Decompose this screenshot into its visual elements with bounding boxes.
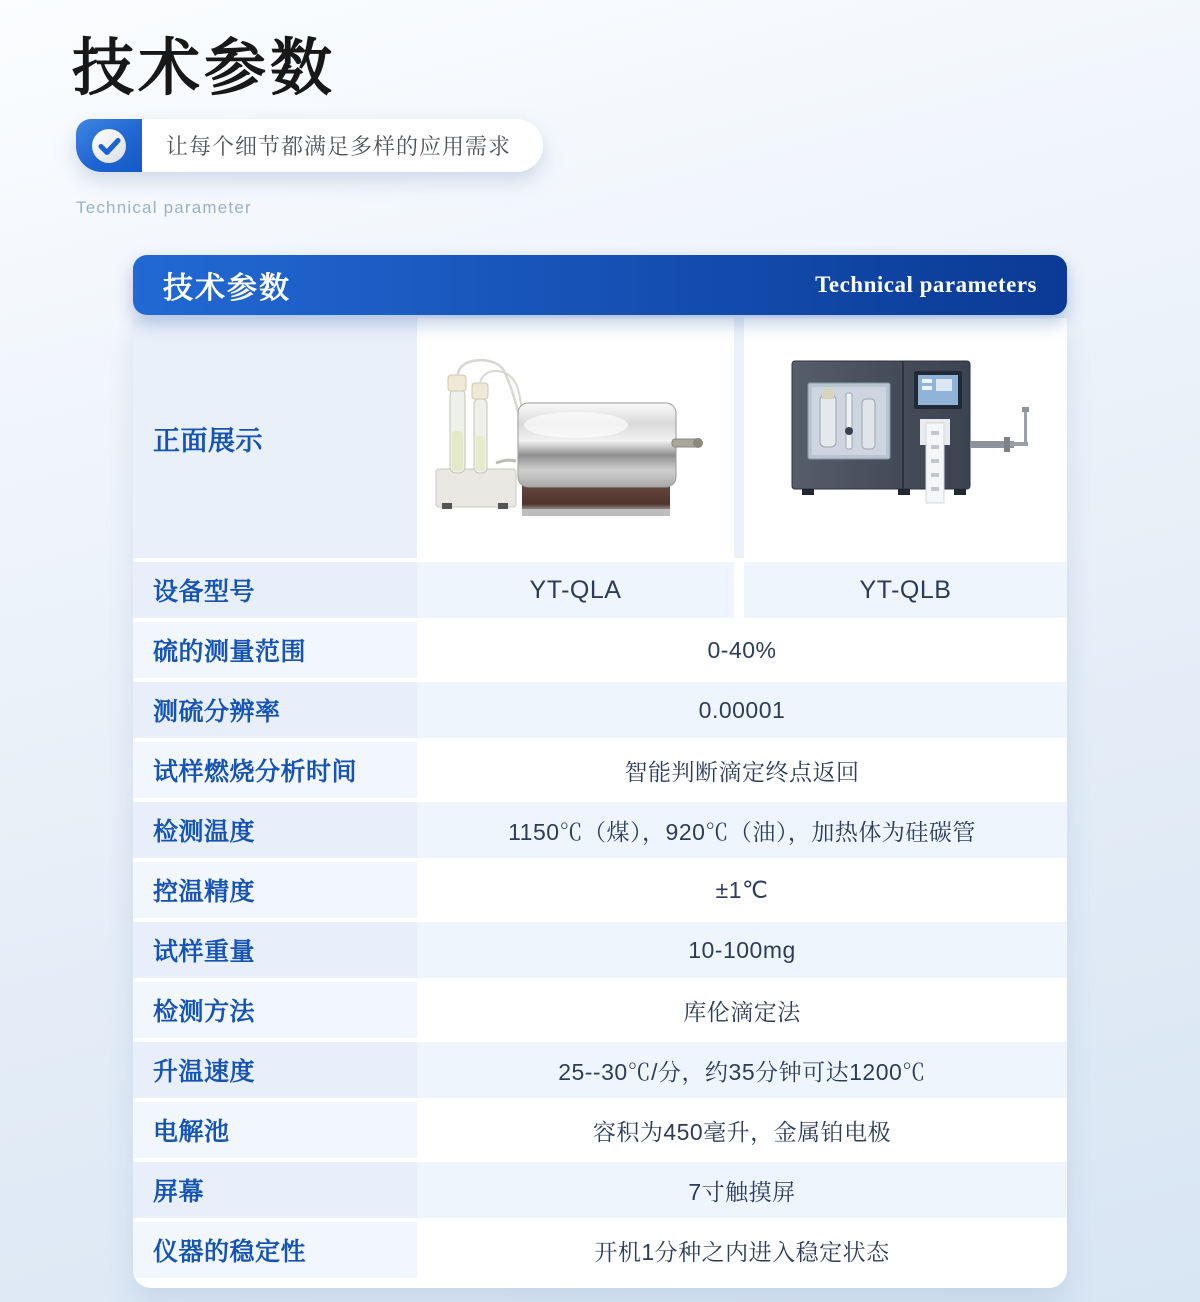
row-label: 试样重量: [133, 922, 417, 978]
spec-table: [133, 255, 1067, 1288]
table-row: [133, 1102, 1067, 1158]
badge-caption: 让每个细节都满足多样的应用需求: [142, 119, 543, 172]
row-label: 检测温度: [133, 802, 417, 858]
product-image-qla: [417, 318, 734, 558]
row-value: 开机1分种之内进入稳定状态: [417, 1222, 1067, 1278]
row-label: 检测方法: [133, 982, 417, 1038]
row-value: 0-40%: [417, 622, 1067, 678]
row-value: 容积为450毫升，金属铂电极: [417, 1102, 1067, 1158]
table-row: [133, 1222, 1067, 1278]
front-view-row: [133, 318, 1067, 558]
table-body: [133, 318, 1067, 1288]
row-value: 库伦滴定法: [417, 982, 1067, 1038]
row-value: 1150℃（煤），920℃（油），加热体为硅碳管: [417, 802, 1067, 858]
row-label: 仪器的稳定性: [133, 1222, 417, 1278]
row-label: 正面展示: [133, 318, 417, 558]
table-row: [133, 802, 1067, 858]
row-label: 硫的测量范围: [133, 622, 417, 678]
row-label: 控温精度: [133, 862, 417, 918]
table-row: [133, 922, 1067, 978]
row-label: 设备型号: [133, 562, 417, 618]
table-row: [133, 1042, 1067, 1098]
table-row: [133, 742, 1067, 798]
row-value: 智能判断滴定终点返回: [417, 742, 1067, 798]
row-label: 升温速度: [133, 1042, 417, 1098]
table-header: [133, 255, 1067, 315]
table-row: [133, 1162, 1067, 1218]
page-title: 技术参数: [72, 35, 337, 103]
model-cell-gap: [734, 562, 744, 618]
model-b-value: YT-QLB: [744, 562, 1067, 618]
check-badge: [76, 119, 543, 172]
table-header-title-cn: 技术参数: [163, 272, 291, 305]
row-value: 25--30℃/分，约35分钟可达1200℃: [417, 1042, 1067, 1098]
row-value: ±1℃: [417, 862, 1067, 918]
table-row: [133, 682, 1067, 738]
model-row: [133, 562, 1067, 618]
product-image-qlb: [744, 318, 1067, 558]
page-subtitle: Technical parameter: [76, 198, 252, 218]
row-value: 7寸触摸屏: [417, 1162, 1067, 1218]
table-row: [133, 862, 1067, 918]
table-row: [133, 982, 1067, 1038]
table-header-title-en: Technical parameters: [815, 272, 1037, 297]
row-value: 10-100mg: [417, 922, 1067, 978]
row-label: 测硫分辨率: [133, 682, 417, 738]
table-row: [133, 622, 1067, 678]
row-label: 屏幕: [133, 1162, 417, 1218]
check-icon-box: [76, 119, 142, 172]
spec-rows: [133, 622, 1067, 1278]
row-label: 试样燃烧分析时间: [133, 742, 417, 798]
check-icon: [90, 127, 128, 165]
analyzer-qlb-illustration: [778, 353, 1034, 523]
row-value: 0.00001: [417, 682, 1067, 738]
analyzer-qla-illustration: [426, 341, 726, 536]
row-label: 电解池: [133, 1102, 417, 1158]
model-a-value: YT-QLA: [417, 562, 734, 618]
image-cell-divider: [734, 318, 744, 558]
